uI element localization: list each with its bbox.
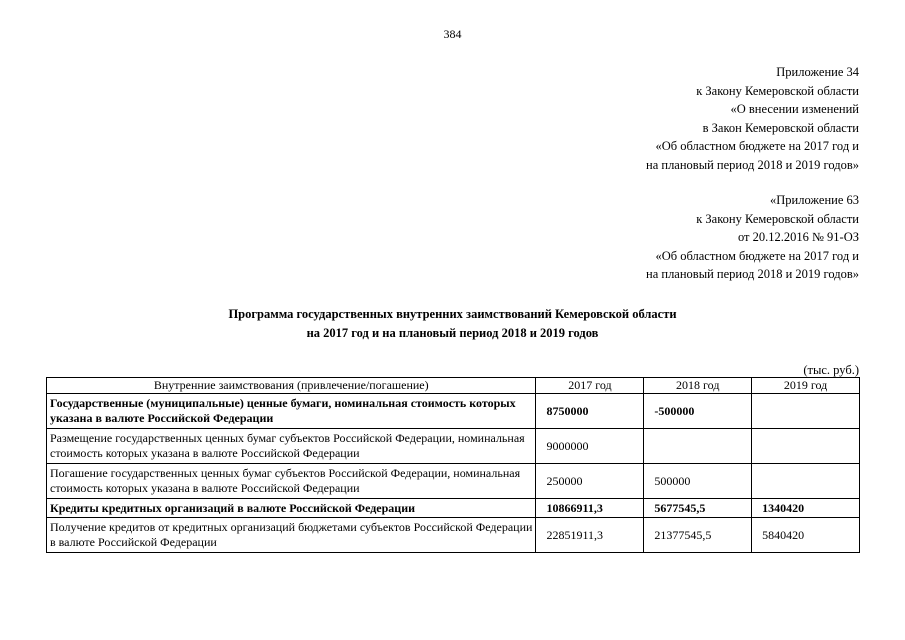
appendix-34-line: к Закону Кемеровской области xyxy=(696,83,859,98)
value-2018-cell: -500000 xyxy=(644,394,752,429)
row-name-cell: Кредиты кредитных организаций в валюте Российской Федерации xyxy=(47,499,536,518)
row-name-cell: Погашение государственных ценных бумаг субъектов Российской Федерации, номинальная стоимость которых указана в валюте Российской Федерации xyxy=(47,464,536,499)
value-2018-cell xyxy=(644,429,752,464)
appendix-63-line: на плановый период 2018 и 2019 годов» xyxy=(646,267,859,282)
row-name-cell: Получение кредитов от кредитных организаций бюджетами субъектов Российской Федерации в валюте Российской Федерации xyxy=(47,518,536,553)
units-label: (тыс. руб.) xyxy=(803,363,859,377)
value-2018-cell: 21377545,5 xyxy=(644,518,752,553)
appendix-34-line: «О внесении изменений xyxy=(730,102,859,117)
appendix-34-line: в Закон Кемеровской области xyxy=(702,120,859,135)
value-2019-cell xyxy=(752,429,860,464)
appendix-63-line: «Приложение 63 xyxy=(770,193,859,207)
value-2018-cell: 500000 xyxy=(644,464,752,499)
header-2019: 2019 год xyxy=(752,378,860,394)
value-2019-cell: 1340420 xyxy=(752,499,860,518)
value-2017-cell: 250000 xyxy=(536,464,644,499)
value-2017-cell: 10866911,3 xyxy=(536,499,644,518)
value-2017-cell: 9000000 xyxy=(536,429,644,464)
value-2018-cell: 5677545,5 xyxy=(644,499,752,518)
header-2017: 2017 год xyxy=(536,378,644,394)
document-title-line-1: Программа государственных внутренних заимствований Кемеровской области xyxy=(228,307,677,321)
borrowing-table xyxy=(46,377,860,553)
table-row xyxy=(47,429,860,464)
document-title xyxy=(0,305,905,343)
table-row xyxy=(47,499,860,518)
header-borrowing-type: Внутренние заимствования (привлечение/погашение) xyxy=(47,378,536,394)
value-2017-cell: 8750000 xyxy=(536,394,644,429)
appendix-63-line: «Об областном бюджете на 2017 год и xyxy=(655,248,859,263)
table-row xyxy=(47,518,860,553)
value-2019-cell xyxy=(752,394,860,429)
value-2019-cell xyxy=(752,464,860,499)
document-title-line-2: на 2017 год и на плановый период 2018 и 2019 годов xyxy=(306,326,599,340)
table-body xyxy=(47,394,860,553)
table-header-row xyxy=(47,378,860,394)
table-row xyxy=(47,464,860,499)
appendix-34-line: «Об областном бюджете на 2017 год и xyxy=(655,139,859,154)
appendix-63-line: от 20.12.2016 № 91-ОЗ xyxy=(737,230,859,245)
appendix-63-line: к Закону Кемеровской области xyxy=(696,211,859,226)
row-name-cell: Государственные (муниципальные) ценные бумаги, номинальная стоимость которых указана в валюте Российской Федерации xyxy=(47,394,536,429)
header-2018: 2018 год xyxy=(644,378,752,394)
appendix-34-line: Приложение 34 xyxy=(776,65,859,79)
value-2019-cell: 5840420 xyxy=(752,518,860,553)
appendix-34-line: на плановый период 2018 и 2019 годов» xyxy=(646,157,859,172)
page-number: 384 xyxy=(443,27,462,41)
table-row xyxy=(47,394,860,429)
appendix-63-header xyxy=(646,191,859,284)
value-2017-cell: 22851911,3 xyxy=(536,518,644,553)
appendix-34-header xyxy=(646,63,859,175)
row-name-cell: Размещение государственных ценных бумаг субъектов Российской Федерации, номинальная стоимость которых указана в валюте Российской Федерации xyxy=(47,429,536,464)
